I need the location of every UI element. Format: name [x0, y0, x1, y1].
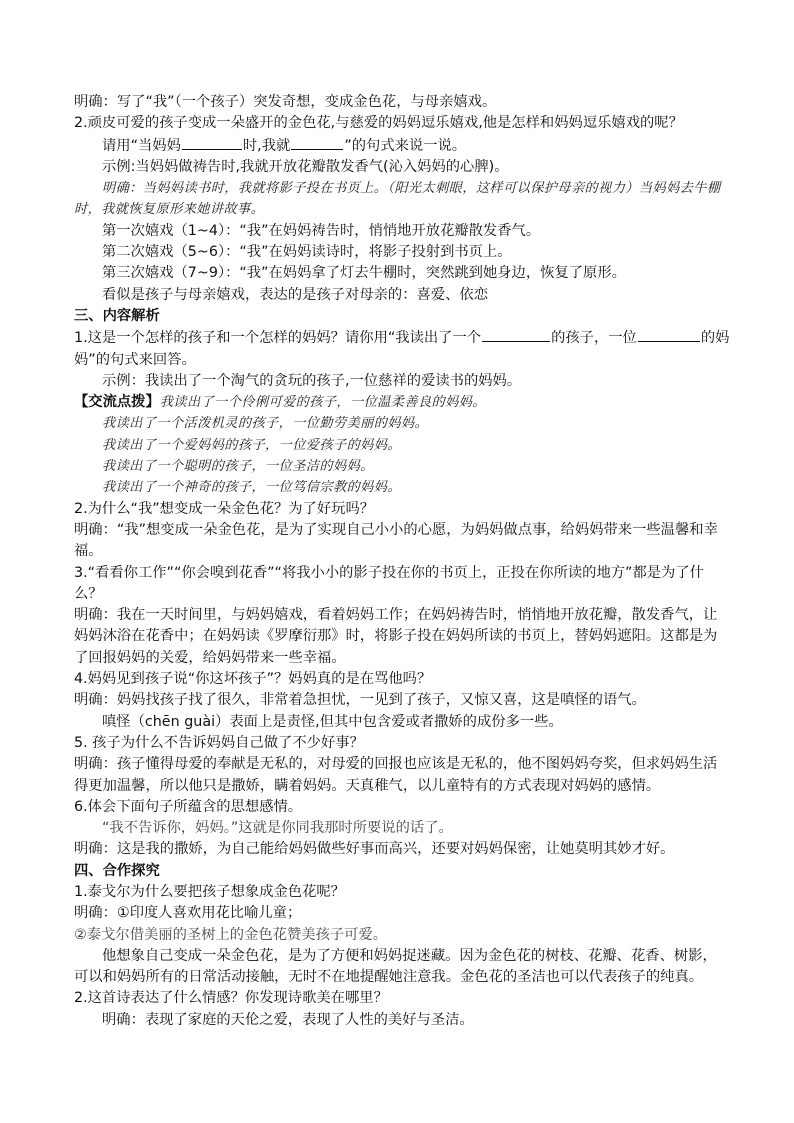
quote-line: “我不告诉你，妈妈。”这就是你同我那时所要说的话了。	[102, 820, 453, 837]
answer-line: 明确：①印度人喜欢用花比喻儿童；	[74, 905, 302, 922]
play-round-1: 第一次嬉戏（1~4）：“我”在妈妈祷告时，悄悄地开放花瓣散发香气。	[102, 222, 541, 239]
example-line: 示例：我读出了一个淘气的贪玩的孩子,一位慈祥的爱读书的妈妈。	[102, 372, 522, 389]
handwritten-answer: 时，我就恢复原形来她讲故事。	[74, 202, 265, 218]
exchange-tips: 【交流点拨】我读出了一个伶俐可爱的孩子，一位温柔善良的妈妈。	[74, 394, 486, 411]
question-3: 3.“看看你工作”“你会嗅到花香”“将我小小的影子投在你的书页上，正投在你所读的地方”都是为了什么？	[74, 564, 704, 602]
question-5: 5. 孩子为什么不告诉妈妈自己做了不少好事？	[74, 734, 364, 751]
section-heading: 三、内容解析	[74, 307, 160, 324]
document-body	[74, 92, 730, 1031]
question-1: 1.泰戈尔为什么要把孩子想象成金色花呢？	[74, 883, 345, 900]
note-line: 嗔怪（chēn guài）表面上是责怪,但其中包含爱或者撒娇的成份多一些。	[102, 713, 563, 730]
answer-paragraph: 明确：“我”想变成一朵金色花，是为了实现自己小小的心愿，为妈妈做点事，给妈妈带来一些温馨和幸福。	[74, 521, 718, 560]
answer-line: 明确：表现了家庭的天伦之爱，表现了人性的美好与圣洁。	[102, 1011, 474, 1028]
prompt-line: 请用“当妈妈 时,我就 ”的句式来说一说。	[74, 135, 724, 157]
fill-blank[interactable]	[482, 327, 550, 342]
fill-blank[interactable]	[182, 135, 242, 150]
handwritten-answer: 我读出了一个聪明的孩子，一位圣洁的妈妈。	[102, 459, 374, 475]
question-2: 2.顽皮可爱的孩子变成一朵盛开的金色花,与慈爱的妈妈逗乐嬉戏,他是怎样和妈妈逗乐嬉戏的呢？	[74, 115, 683, 132]
play-round-3: 第三次嬉戏（7~9）：“我”在妈妈拿了灯去牛棚时，突然跳到她身边，恢复了原形。	[102, 265, 626, 282]
handwritten-answer: 我读出了一个爱妈妈的孩子，一位爱孩子的妈妈。	[102, 437, 401, 453]
fill-blank[interactable]	[638, 327, 700, 342]
fill-blank[interactable]	[291, 135, 343, 150]
question-2: 2.这首诗表达了什么情感？你发现诗歌美在哪里？	[74, 990, 388, 1007]
handwritten-answer: 我读出了一个神奇的孩子，一位笃信宗教的妈妈。	[102, 480, 401, 496]
question-6: 6.体会下面句子所蕴含的思想感情。	[74, 798, 303, 815]
answer-paragraph: 明确：我在一天时间里，与妈妈嬉戏，看着妈妈工作；在妈妈祷告时，悄悄地开放花瓣，散发香气，让妈妈沐浴在花香中；在妈妈读《罗摩衍那》时，将影子投在妈妈所读的书页上，替妈妈遮阳。这都是为了回报妈妈的关爱，给妈妈带来一些幸福。	[74, 607, 718, 666]
answer-paragraph: 明确：孩子懂得母爱的奉献是无私的，对母爱的回报也应该是无私的，他不图妈妈夸奖，但求妈妈生活得更加温馨，所以他只是撒娇，瞒着妈妈。天真稚气，以儿童特有的方式表现对妈妈的感情。	[74, 756, 718, 794]
question-1-cont: 妈”的句式来回答。	[74, 351, 196, 368]
handwritten-answer: 我读出了一个活泼机灵的孩子，一位勤劳美丽的妈妈。	[102, 416, 429, 432]
play-round-2: 第二次嬉戏（5~6）：“我”在妈妈读诗时，将影子投射到书页上。	[102, 244, 512, 261]
example-line: 示例:当妈妈做祷告时,我就开放花瓣散发香气(沁入妈妈的心脾)。	[102, 158, 509, 175]
question-2: 2.为什么“我”想变成一朵金色花？为了好玩吗？	[74, 500, 375, 517]
summary-line: 看似是孩子与母亲嬉戏，表达的是孩子对母亲的：喜爱、依恋	[102, 286, 489, 303]
handwritten-answer: 明确：当妈妈读书时，我就将影子投在书页上。（阳光太刺眼，这样可以保护母亲的视力）当妈妈去牛棚	[102, 181, 721, 197]
answer-line: 明确：这是我的撒娇，为自己能给妈妈做些好事而高兴，还要对妈妈保密，让她莫明其妙才好。	[74, 841, 675, 858]
question-1: 1.这是一个怎样的孩子和一个怎样的妈妈？请你用“我读出了一个 的孩子，一位 的妈	[74, 327, 724, 349]
answer-line: 明确：妈妈找孩子找了很久，非常着急担忧，一见到了孩子，又惊又喜，这是嗔怪的语气。	[74, 692, 646, 709]
section-heading: 四、合作探究	[74, 862, 160, 879]
question-4: 4.妈妈见到孩子说“你这坏孩子”？妈妈真的是在骂他吗？	[74, 671, 432, 688]
answer-line: ②泰戈尔借美丽的圣树上的金色花赞美孩子可爱。	[74, 926, 388, 943]
answer-line: 明确：写了“我”（一个孩子）突发奇想，变成金色花，与母亲嬉戏。	[74, 94, 497, 110]
answer-paragraph: 他想象自己变成一朵金色花，是为了方便和妈妈捉迷藏。因为金色花的树枝、花瓣、花香、树影，可以和妈妈所有的日常活动接触，无时不在地提醒她注意我。金色花的圣洁也可以代表孩子的纯真。	[74, 947, 717, 986]
